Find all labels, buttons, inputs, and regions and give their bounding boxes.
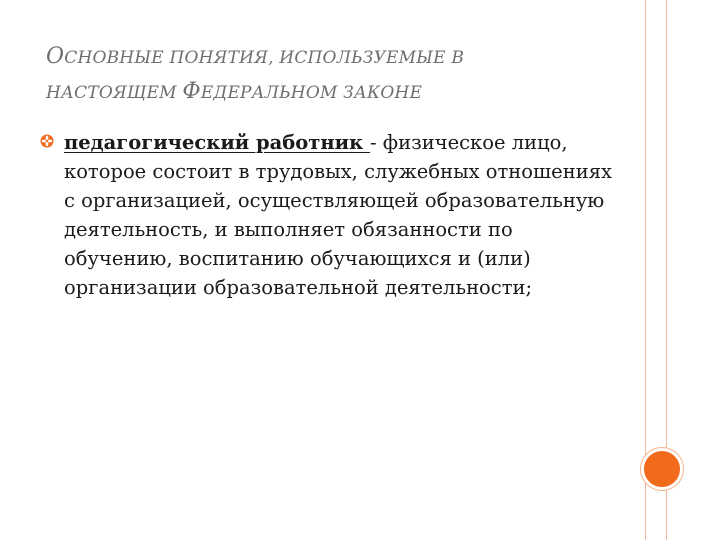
slide-content [40, 128, 620, 302]
title-line2-start: НАСТОЯЩЕМ [46, 83, 183, 103]
bullet-text [64, 128, 620, 302]
defined-term: педагогический работник [64, 131, 371, 154]
title-capital: О [46, 44, 65, 69]
title-line1: СНОВНЫЕ ПОНЯТИЯ, ИСПОЛЬЗУЕМЫЕ В [64, 48, 465, 68]
flower-bullet-icon [40, 134, 54, 148]
title-line2-end: ЕДЕРАЛЬНОМ ЗАКОНЕ [200, 83, 423, 103]
bullet-item [40, 128, 620, 302]
decorative-circle [641, 448, 683, 490]
title-capital: Ф [182, 79, 201, 104]
slide-title [46, 40, 636, 110]
term-definition: - физическое лицо, которое состоит в трудовых, служебных отношениях с организацией, осуществляющей образовательную деятельность, и выполняет обязанности по обучению, воспитанию обучающихся и (или) организации образовательной деятельности; [64, 131, 613, 299]
